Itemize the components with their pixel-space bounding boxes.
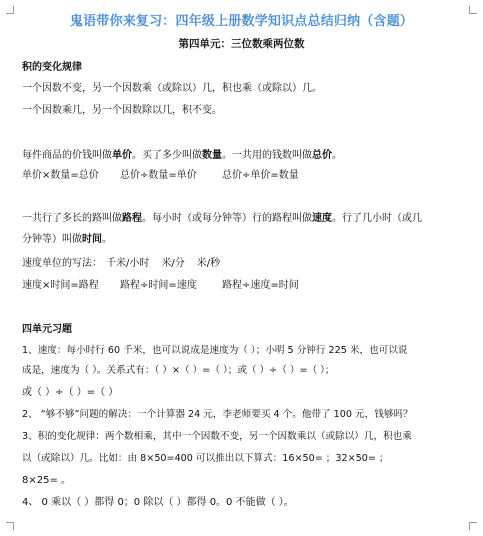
formula: 单价×数量=总价 [22,170,99,181]
text-span: 。买了多少叫做 [132,150,202,161]
unit-value: 千米/小时 [106,258,150,269]
unit-title: 第四单元：三位数乘两位数 [178,38,305,50]
speed-unit-line [22,257,220,271]
exercise-3-line: 以（或除以）几。比如：由 8×50=400 可以推出以下算式：16×50= ；32×50= ； [22,453,389,464]
formula: 路程÷速度=时间 [222,280,299,291]
text-span: 每件商品的价钱叫做 [22,150,112,161]
exercise-1-line: 1、速度：每小时行 60 千米，也可以说成是速度为（ ）；小明 5 分钟行 225 米，也可以说 [22,345,408,356]
exercise-3-line: 8×25= 。 [22,475,72,486]
term-total-price: 总价 [312,150,332,161]
text-span: 。一共用的钱数叫做 [222,150,312,161]
exercise-4-line: 4、 0 乘以（ ）都得 0；0 除以（ ）都得 0。0 不能做（ ）。 [22,497,294,508]
price-definition-line [22,149,342,163]
exercise-1-line: 成是，速度为（ ）。关系式有：（ ）×（ ）=（ ）；或（ ）÷（ ）=（ ）； [22,365,335,376]
term-unit-price: 单价 [112,150,132,161]
exercise-1-line: 或（ ）÷（ ）=（ ） [22,387,119,398]
section-heading-product-rule: 积的变化规律 [22,62,82,73]
term-speed: 速度 [312,213,332,224]
page-corner-mark [469,522,477,530]
page-title: 鬼语带你来复习：四年级上册数学知识点总结归纳（含题） [69,14,414,29]
text-span: 分钟等）叫做 [22,234,82,245]
body-line: 一个因数不变，另一个因数乘（或除以）几，积也乘（或除以）几。 [22,83,322,94]
term-quantity: 数量 [202,150,222,161]
speed-definition-line-2 [22,233,112,247]
formula: 路程÷时间=速度 [120,280,197,291]
unit-value: 米/秒 [196,258,221,269]
text-span: 。 [332,150,342,161]
exercises-heading: 四单元习题 [22,324,72,335]
text-span: 。行了几小时（或几 [332,213,422,224]
exercise-2-line: 2、 “够不够”问题的解决：一个计算器 24 元，李老师要买 4 个。他带了 100 元，钱够吗？ [22,409,413,420]
formula: 总价÷数量=单价 [120,170,197,181]
term-distance: 路程 [122,213,142,224]
term-time: 时间 [82,234,102,245]
unit-label: 速度单位的写法： [22,258,102,269]
speed-definition-line [22,212,422,226]
text-span: 一共行了多长的路叫做 [22,213,122,224]
formula: 速度×时间=路程 [22,280,99,291]
text-span: 。每小时（或每分钟等）行的路程叫做 [142,213,312,224]
formula: 总价÷单价=数量 [222,170,299,181]
unit-value: 米/分 [161,258,185,269]
page-corner-mark [6,522,14,530]
body-line: 一个因数乘几，另一个因数除以几，积不变。 [22,105,222,116]
text-span: 。 [102,234,112,245]
exercise-3-line: 3、积的变化规律：两个数相乘，其中一个因数不变，另一个因数乘以（或除以）几，积也乘 [22,431,412,442]
